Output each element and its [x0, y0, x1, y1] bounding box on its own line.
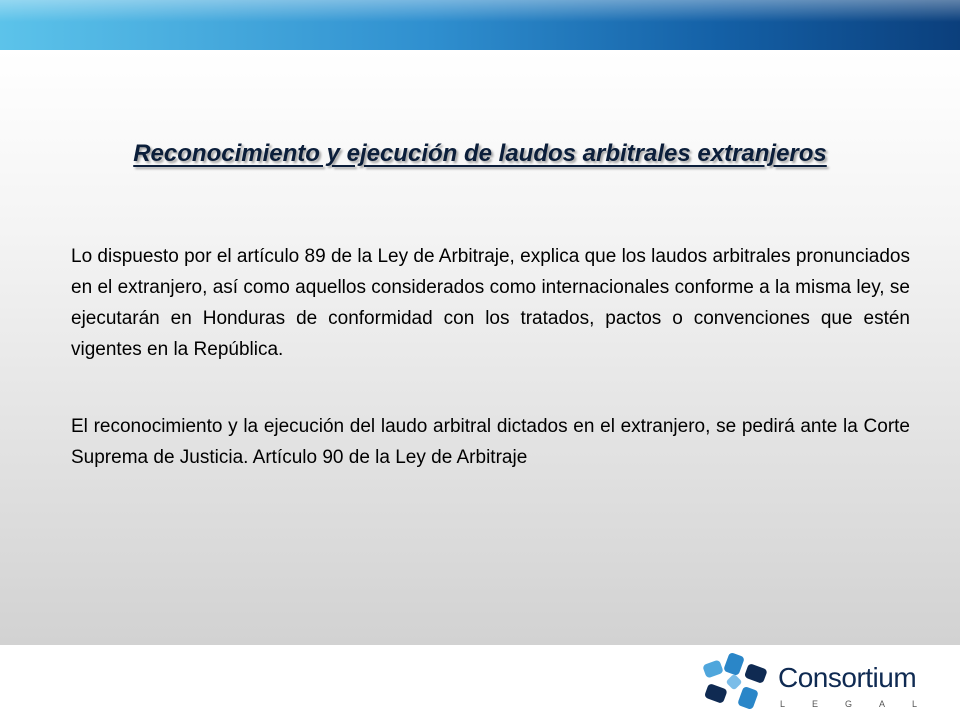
- header-bar: [0, 0, 960, 50]
- paragraph-article-89: Lo dispuesto por el artículo 89 de la Ley de Arbitraje, explica que los laudos arbitrales pronunciados en el extranjero, así como aquellos considerados como internacionales conforme a la misma ley, se ejecutarán en Honduras de conformidad con los tratados, pactos o convenciones que estén vigentes en la República.: [71, 246, 910, 360]
- slide-title: Reconocimiento y ejecución de laudos arbitrales extranjeros: [133, 140, 827, 167]
- logo-tagline: LEGAL: [780, 699, 945, 709]
- consortium-logo: [700, 652, 945, 714]
- consortium-pinwheel-icon: [700, 652, 772, 714]
- header-bar-sheen: [0, 0, 960, 22]
- logo-wordmark: Consortium: [778, 662, 917, 693]
- paragraph-article-90: El reconocimiento y la ejecución del laudo arbitral dictados en el extranjero, se pedirá ante la Corte Suprema de Justicia. Artículo 90 de la Ley de Arbitraje: [71, 416, 910, 468]
